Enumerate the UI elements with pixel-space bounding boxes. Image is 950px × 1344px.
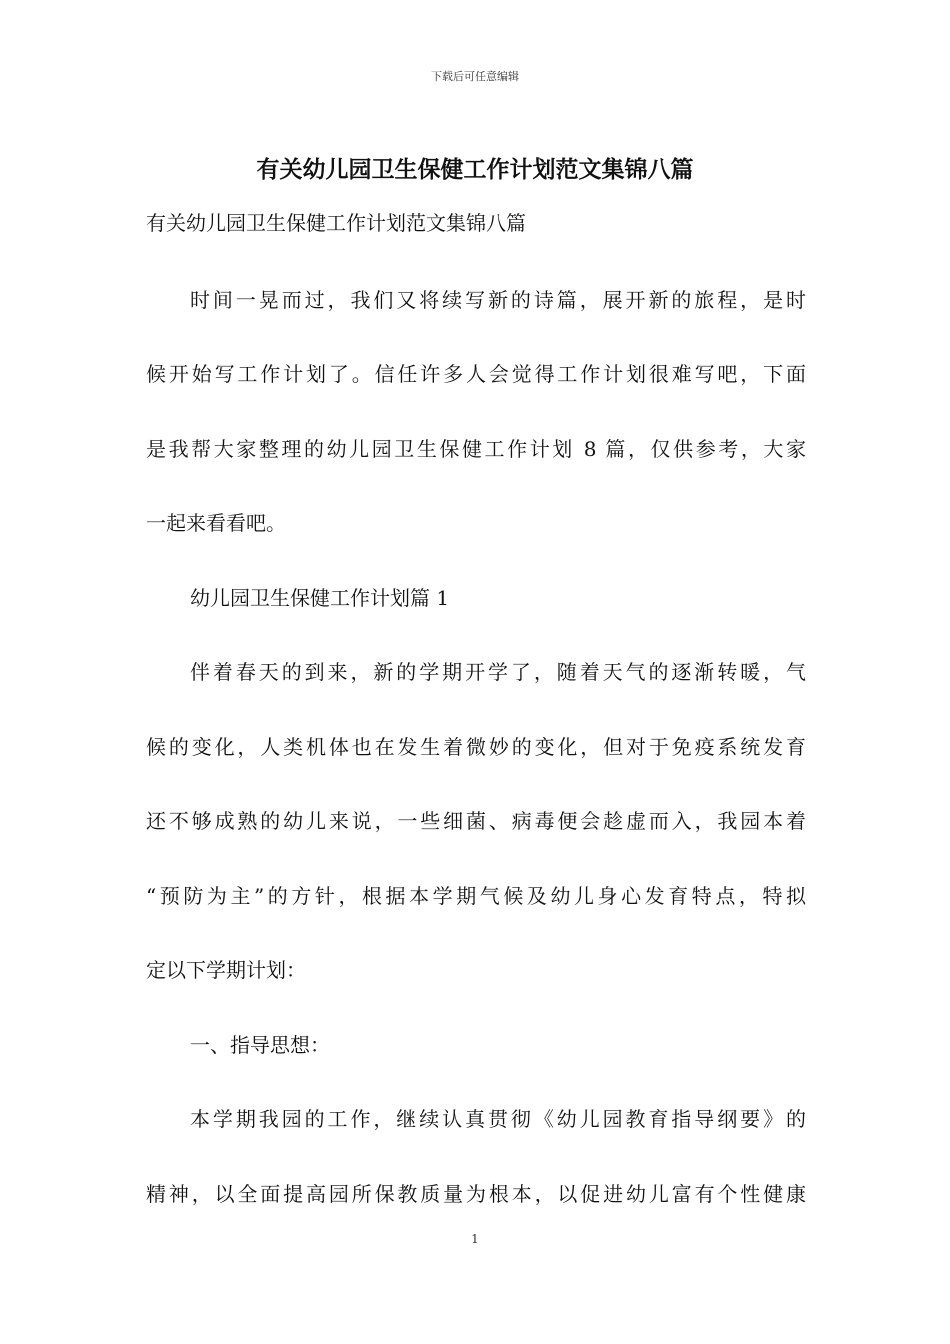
heading-guiding-ideology: 一、指导思想： <box>190 1033 330 1057</box>
header-note: 下载后可任意编辑 <box>431 70 519 83</box>
body-line-1: 伴着春天的到来，新的学期开学了，随着天气的逐渐转暖，气 <box>190 660 806 684</box>
body-line-7: 精神，以全面提高园所保教质量为根本，以促进幼儿富有个性健康 <box>146 1182 806 1206</box>
intro-line-2: 候开始写工作计划了。信任许多人会觉得工作计划很难写吧，下面 <box>146 362 806 386</box>
document-title: 有关幼儿园卫生保健工作计划范文集锦八篇 <box>256 156 694 183</box>
body-line-5: 定以下学期计划： <box>146 958 306 982</box>
intro-line-4: 一起来看看吧。 <box>146 511 286 535</box>
intro-line-1: 时间一晃而过，我们又将续写新的诗篇，展开新的旅程，是时 <box>190 288 806 312</box>
document-subtitle: 有关幼儿园卫生保健工作计划范文集锦八篇 <box>146 211 526 235</box>
section-heading-plan-1: 幼儿园卫生保健工作计划篇 1 <box>190 586 450 610</box>
page-number: 1 <box>471 1232 479 1246</box>
body-line-6: 本学期我园的工作，继续认真贯彻《幼儿园教育指导纲要》的 <box>190 1107 806 1131</box>
intro-line-3: 是我帮大家整理的幼儿园卫生保健工作计划 8 篇，仅供参考，大家 <box>146 437 806 461</box>
body-line-3: 还不够成熟的幼儿来说，一些细菌、病毒便会趁虚而入，我园本着 <box>146 809 806 833</box>
body-line-2: 候的变化，人类机体也在发生着微妙的变化，但对于免疫系统发育 <box>146 735 806 759</box>
body-line-4: “预防为主”的方针，根据本学期气候及幼儿身心发育特点，特拟 <box>146 884 806 908</box>
